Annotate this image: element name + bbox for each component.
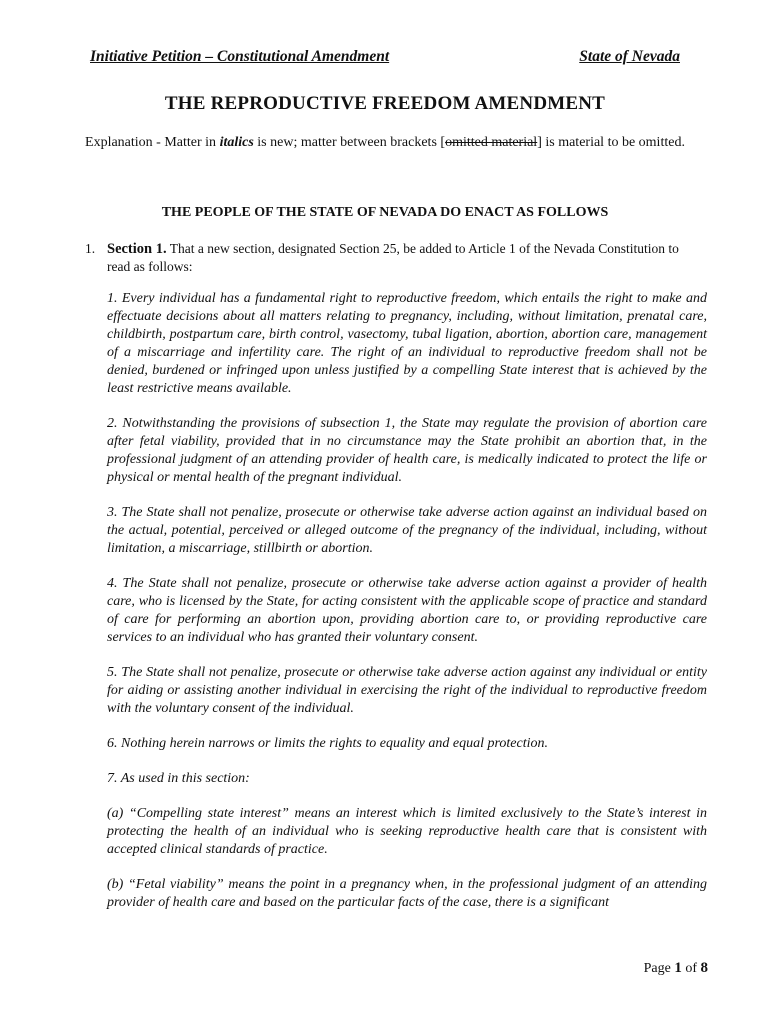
explanation-suffix: ] is material to be omitted. xyxy=(537,135,685,150)
explanation-note xyxy=(80,133,690,152)
section-body xyxy=(107,240,705,276)
clause-7: 7. As used in this section: xyxy=(107,771,250,786)
page-current: 1 xyxy=(674,960,682,976)
clause-1: 1. Every individual has a fundamental right to reproductive freedom, which entails the right to make and effectuate decisions about all matters relating to pregnancy, including, without limitation, prenatal care, childbirth, postpartum care, birth control, vasectomy, tubal ligation, abortion, abortion care, management of a miscarriage and infertility care. The right of an individual to reproductive freedom shall not be denied, burdened or infringed upon unless justified by a compelling State interest that is achieved by the least restrictive means available. xyxy=(107,291,707,396)
explanation-italics-word: italics xyxy=(219,135,254,150)
section-heading: Section 1. xyxy=(107,241,167,257)
header-state: State of Nevada xyxy=(579,48,680,65)
explanation-middle: is new; matter between brackets [ xyxy=(253,135,446,150)
clause-7b: (b) “Fetal viability” means the point in a pregnancy when, in the professional judgment of an attending provider of health care and based on the particular facts of the case, there is a significant xyxy=(107,877,707,910)
page-word: Page xyxy=(643,961,675,976)
clause-5: 5. The State shall not penalize, prosecute or otherwise take adverse action against any individual or entity for aiding or assisting another individual in exercising the right of the individual to reproductive freedom with the voluntary consent of the individual. xyxy=(107,665,707,716)
clause-7a: (a) “Compelling state interest” means an interest which is limited exclusively to the State’s interest in protecting the health of an individual who is seeking reproductive health care that is consistent with accepted clinical standards of practice. xyxy=(107,806,707,857)
clause-6: 6. Nothing herein narrows or limits the rights to equality and equal protection. xyxy=(107,736,548,751)
amendment-text xyxy=(107,290,707,929)
clause-3: 3. The State shall not penalize, prosecute or otherwise take adverse action against an individual based on the actual, potential, perceived or alleged outcome of the pregnancy of the individual, including, without limitation, a miscarriage, stillbirth or abortion. xyxy=(107,505,707,556)
page-total: 8 xyxy=(700,960,708,976)
explanation-prefix: Explanation - Matter in xyxy=(85,135,220,150)
clause-2: 2. Notwithstanding the provisions of subsection 1, the State may regulate the provision of abortion care after fetal viability, provided that in no circumstance may the State prohibit an abortion that, in the professional judgment of an attending provider of health care, is medically indicated to protect the life or physical or mental health of the pregnant individual. xyxy=(107,416,707,485)
page-number xyxy=(644,960,708,977)
clause-4: 4. The State shall not penalize, prosecute or otherwise take adverse action against a provider of health care, who is licensed by the State, for acting consistent with the applicable scope of practice and standard of care for performing an abortion upon, providing abortion care to, or providing reproductive care services to an individual who has granted their voluntary consent. xyxy=(107,576,707,645)
enacting-clause: THE PEOPLE OF THE STATE OF NEVADA DO ENACT AS FOLLOWS xyxy=(161,205,609,220)
page-of-word: of xyxy=(681,961,701,976)
header-petition-type: Initiative Petition – Constitutional Amendment xyxy=(90,48,390,65)
section-list-number: 1. xyxy=(85,241,96,256)
section-intro-text: That a new section, designated Section 25, be added to Article 1 of the Nevada Constitution to read as follows: xyxy=(107,241,679,274)
explanation-omitted-sample: omitted material xyxy=(445,135,538,150)
page-header xyxy=(90,48,680,70)
document-title: THE REPRODUCTIVE FREEDOM AMENDMENT xyxy=(164,93,606,114)
